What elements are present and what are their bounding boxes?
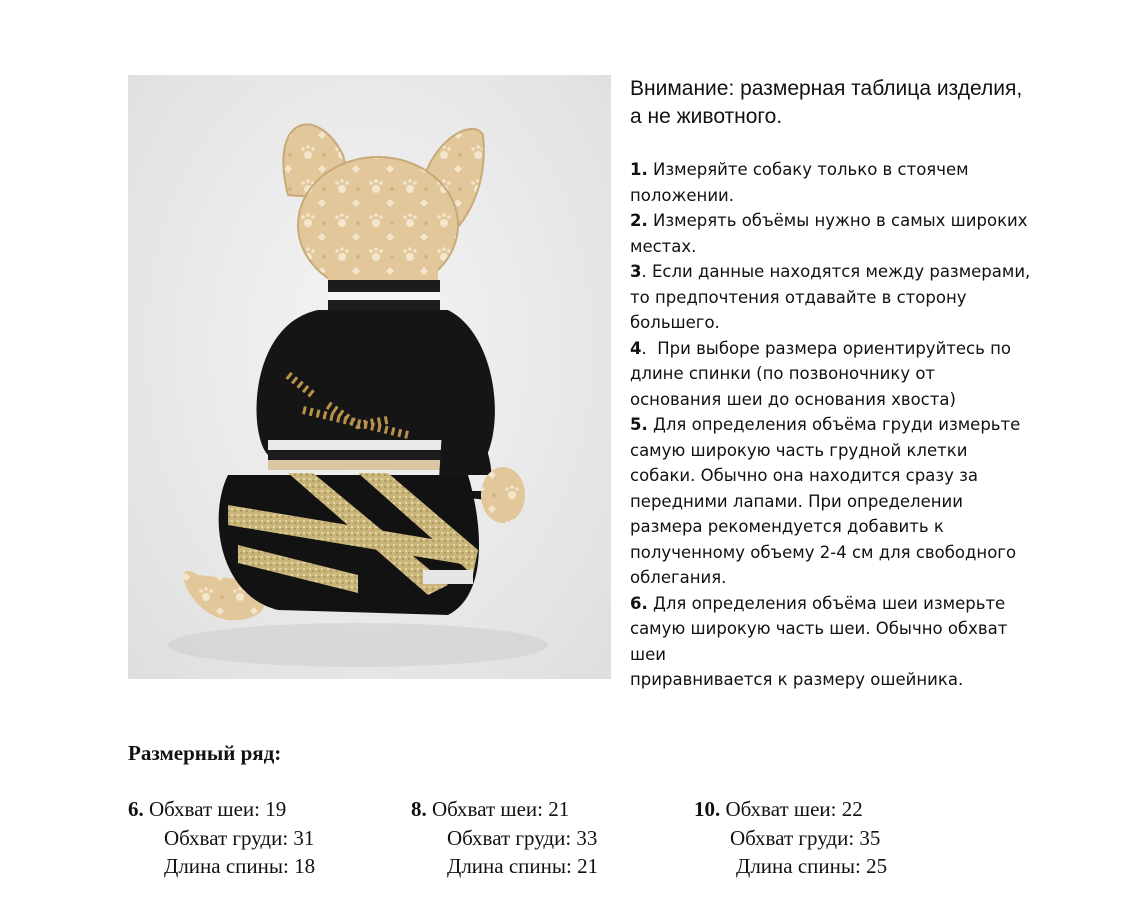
size-number: 6. xyxy=(128,797,144,821)
size-chest: Обхват груди: 33 xyxy=(447,825,598,850)
rule-number: 3 xyxy=(630,262,642,281)
rule-5-line-1 xyxy=(630,412,1100,438)
size-block-6 xyxy=(128,795,315,881)
rule-4-line-1 xyxy=(630,336,1100,362)
attention-heading xyxy=(630,75,1090,131)
size-number: 10. xyxy=(694,797,721,821)
size-back: Длина спины: 25 xyxy=(736,854,888,878)
rule-1-line-2: положении. xyxy=(630,185,735,205)
measurement-rules xyxy=(630,157,1100,693)
rule-text: При выборе размера ориентируйтесь по xyxy=(657,338,1011,358)
size-chest: Обхват груди: 31 xyxy=(164,825,315,850)
rule-text: Для определения объёма шеи измерьте xyxy=(653,593,1006,613)
rule-number: 2. xyxy=(630,211,648,230)
rule-text: Если данные находятся между размерами, xyxy=(651,262,1031,281)
size-neck-value: Обхват шеи: 22 xyxy=(725,797,863,821)
size-neck xyxy=(411,795,598,824)
rule-3-line-2: то предпочтения отдавайте в сторону xyxy=(630,287,967,307)
rule-6-line-2: самую широкую часть шеи. Обычно обхват xyxy=(630,619,1008,638)
rule-5-line-5: размера рекомендуется добавить к xyxy=(630,517,944,536)
rule-6-line-1 xyxy=(630,591,1100,617)
size-block-8 xyxy=(411,795,598,881)
size-series-title: Размерный ряд: xyxy=(128,741,282,765)
rule-number: 4 xyxy=(630,338,642,358)
rule-number: 1. xyxy=(630,160,648,179)
rule-5-line-7: облегания. xyxy=(630,568,727,587)
rule-text: Измерять объёмы нужно в самых широких xyxy=(653,211,1028,230)
rule-5-line-6: полученному объему 2-4 см для свободного xyxy=(630,542,1017,562)
size-chest: Обхват груди: 35 xyxy=(730,825,881,850)
heading-line-1: Внимание: размерная таблица изделия, xyxy=(630,77,1023,100)
size-back: Длина спины: 21 xyxy=(447,854,599,878)
rule-text: Для определения объёма груди измерьте xyxy=(653,415,1021,434)
rule-5-line-3: собаки. Обычно она находится сразу за xyxy=(630,466,979,485)
size-number: 8. xyxy=(411,797,427,821)
rule-text: Измеряйте собаку только в стоячем xyxy=(653,160,969,179)
rule-number-dot: . xyxy=(641,338,647,358)
rule-3-line-1 xyxy=(630,259,1100,285)
rule-5-line-4: передними лапами. При определении xyxy=(630,491,963,511)
rule-number: 5. xyxy=(630,415,648,434)
rule-3-line-3: большего. xyxy=(630,313,720,332)
size-block-10 xyxy=(694,795,887,881)
rule-6-line-4: приравнивается к размеру ошейника. xyxy=(630,670,964,689)
heading-line-2: а не животного. xyxy=(630,105,783,128)
rule-number: 6. xyxy=(630,593,648,613)
size-back: Длина спины: 18 xyxy=(164,854,316,878)
rule-2-line-2: местах. xyxy=(630,236,697,256)
size-neck xyxy=(128,795,315,824)
rule-4-line-2: длине спинки (по позвоночнику от xyxy=(630,364,936,383)
toy-dog-illustration xyxy=(128,75,611,679)
rule-1-line-1 xyxy=(630,157,1100,183)
size-neck xyxy=(694,795,887,824)
rule-2-line-1 xyxy=(630,208,1100,234)
rule-4-line-3: основания шеи до основания хвоста) xyxy=(630,389,956,409)
rule-6-line-3: шеи xyxy=(630,644,666,664)
size-neck-value: Обхват шеи: 21 xyxy=(432,797,570,821)
size-neck-value: Обхват шеи: 19 xyxy=(149,797,287,821)
rule-5-line-2: самую широкую часть грудной клетки xyxy=(630,440,968,460)
product-photo xyxy=(128,75,611,679)
rule-number-dot: . xyxy=(641,262,647,281)
